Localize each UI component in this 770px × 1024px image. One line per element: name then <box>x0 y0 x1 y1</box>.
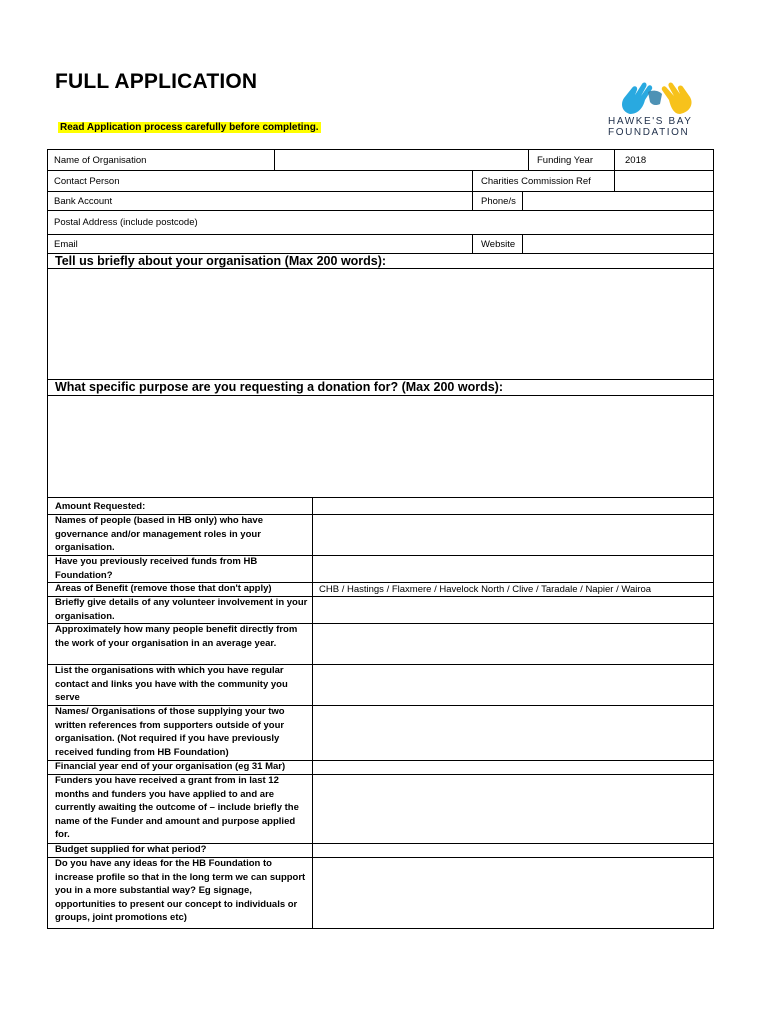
amount-requested-field[interactable] <box>313 499 713 514</box>
questions-table <box>47 498 714 929</box>
name-of-organisation-label: Name of Organisation <box>54 155 147 166</box>
areas-of-benefit-label: Areas of Benefit (remove those that don't apply) <box>55 583 272 594</box>
page-title: FULL APPLICATION <box>55 70 258 93</box>
community-links-label: List the organisations with which you have regular contact and links you have with the community you serve <box>55 665 288 703</box>
funders-field[interactable] <box>313 775 713 843</box>
about-organisation-textarea[interactable] <box>48 269 713 379</box>
funding-year-label: Funding Year <box>537 155 593 166</box>
email-label: Email <box>54 239 78 250</box>
references-label: Names/ Organisations of those supplying your two written references from supporters outside of your organisation. (Not required if you have previously received funding from HB Foundation) <box>55 706 285 758</box>
governance-names-label: Names of people (based in HB only) who have governance and/or management roles in your organisation. <box>55 515 263 553</box>
budget-period-label: Budget supplied for what period? <box>55 844 207 855</box>
logo-text <box>608 116 708 138</box>
funders-label: Funders you have received a grant from in last 12 months and funders you have applied to and are currently awaiting the outcome of – include briefly the name of the Funder and amount and purpose applied for. <box>55 775 299 840</box>
bank-account-label: Bank Account <box>54 196 113 207</box>
contact-person-label: Contact Person <box>54 176 120 187</box>
hands-logo-icon <box>608 78 708 116</box>
previous-funding-label: Have you previously received funds from HB Foundation? <box>55 556 258 581</box>
website-label: Website <box>481 239 516 250</box>
organisation-details-table <box>47 149 714 254</box>
purpose-textarea[interactable] <box>48 396 713 497</box>
instruction-text: Read Application process carefully before completing. <box>60 122 319 133</box>
hawkes-bay-foundation-logo <box>608 78 708 140</box>
previous-funding-field[interactable] <box>313 556 713 582</box>
charities-commission-ref-field[interactable] <box>615 171 713 191</box>
governance-names-field[interactable] <box>313 515 713 555</box>
about-organisation-section <box>47 254 714 380</box>
volunteer-involvement-field[interactable] <box>313 597 713 623</box>
phone-field[interactable] <box>523 192 713 210</box>
profile-ideas-field[interactable] <box>313 858 713 928</box>
budget-period-field[interactable] <box>313 844 713 857</box>
profile-ideas-label: Do you have any ideas for the HB Foundation to increase profile so that in the long term we can support you in a more substantial way? Eg signage, opportunities to present our concept to individuals or groups, joint promotions etc) <box>55 858 306 923</box>
amount-requested-label: Amount Requested: <box>55 501 146 512</box>
areas-of-benefit-value[interactable]: CHB / Hastings / Flaxmere / Havelock North / Clive / Taradale / Napier / Wairoa <box>319 584 652 595</box>
financial-year-end-field[interactable] <box>313 761 713 774</box>
logo-line-2: FOUNDATION <box>608 127 690 138</box>
purpose-section <box>47 380 714 498</box>
references-field[interactable] <box>313 706 713 760</box>
name-of-organisation-field[interactable] <box>275 150 528 170</box>
people-benefit-field[interactable] <box>313 624 713 664</box>
financial-year-end-label: Financial year end of your organisation (eg 31 Mar) <box>55 761 286 772</box>
postal-address-label: Postal Address (include postcode) <box>54 217 198 228</box>
people-benefit-label: Approximately how many people benefit directly from the work of your organisation in an average year. <box>55 624 298 649</box>
logo-line-1: HAWKE'S BAY <box>608 116 693 127</box>
phone-label: Phone/s <box>481 196 516 207</box>
charities-commission-ref-label: Charities Commission Ref <box>481 176 591 187</box>
about-organisation-heading: Tell us briefly about your organisation (Max 200 words): <box>55 254 387 268</box>
volunteer-involvement-label: Briefly give details of any volunteer involvement in your organisation. <box>55 597 308 622</box>
community-links-field[interactable] <box>313 665 713 705</box>
funding-year-value[interactable]: 2018 <box>625 155 647 166</box>
purpose-heading: What specific purpose are you requesting a donation for? (Max 200 words): <box>55 380 503 394</box>
website-field[interactable] <box>523 235 713 253</box>
